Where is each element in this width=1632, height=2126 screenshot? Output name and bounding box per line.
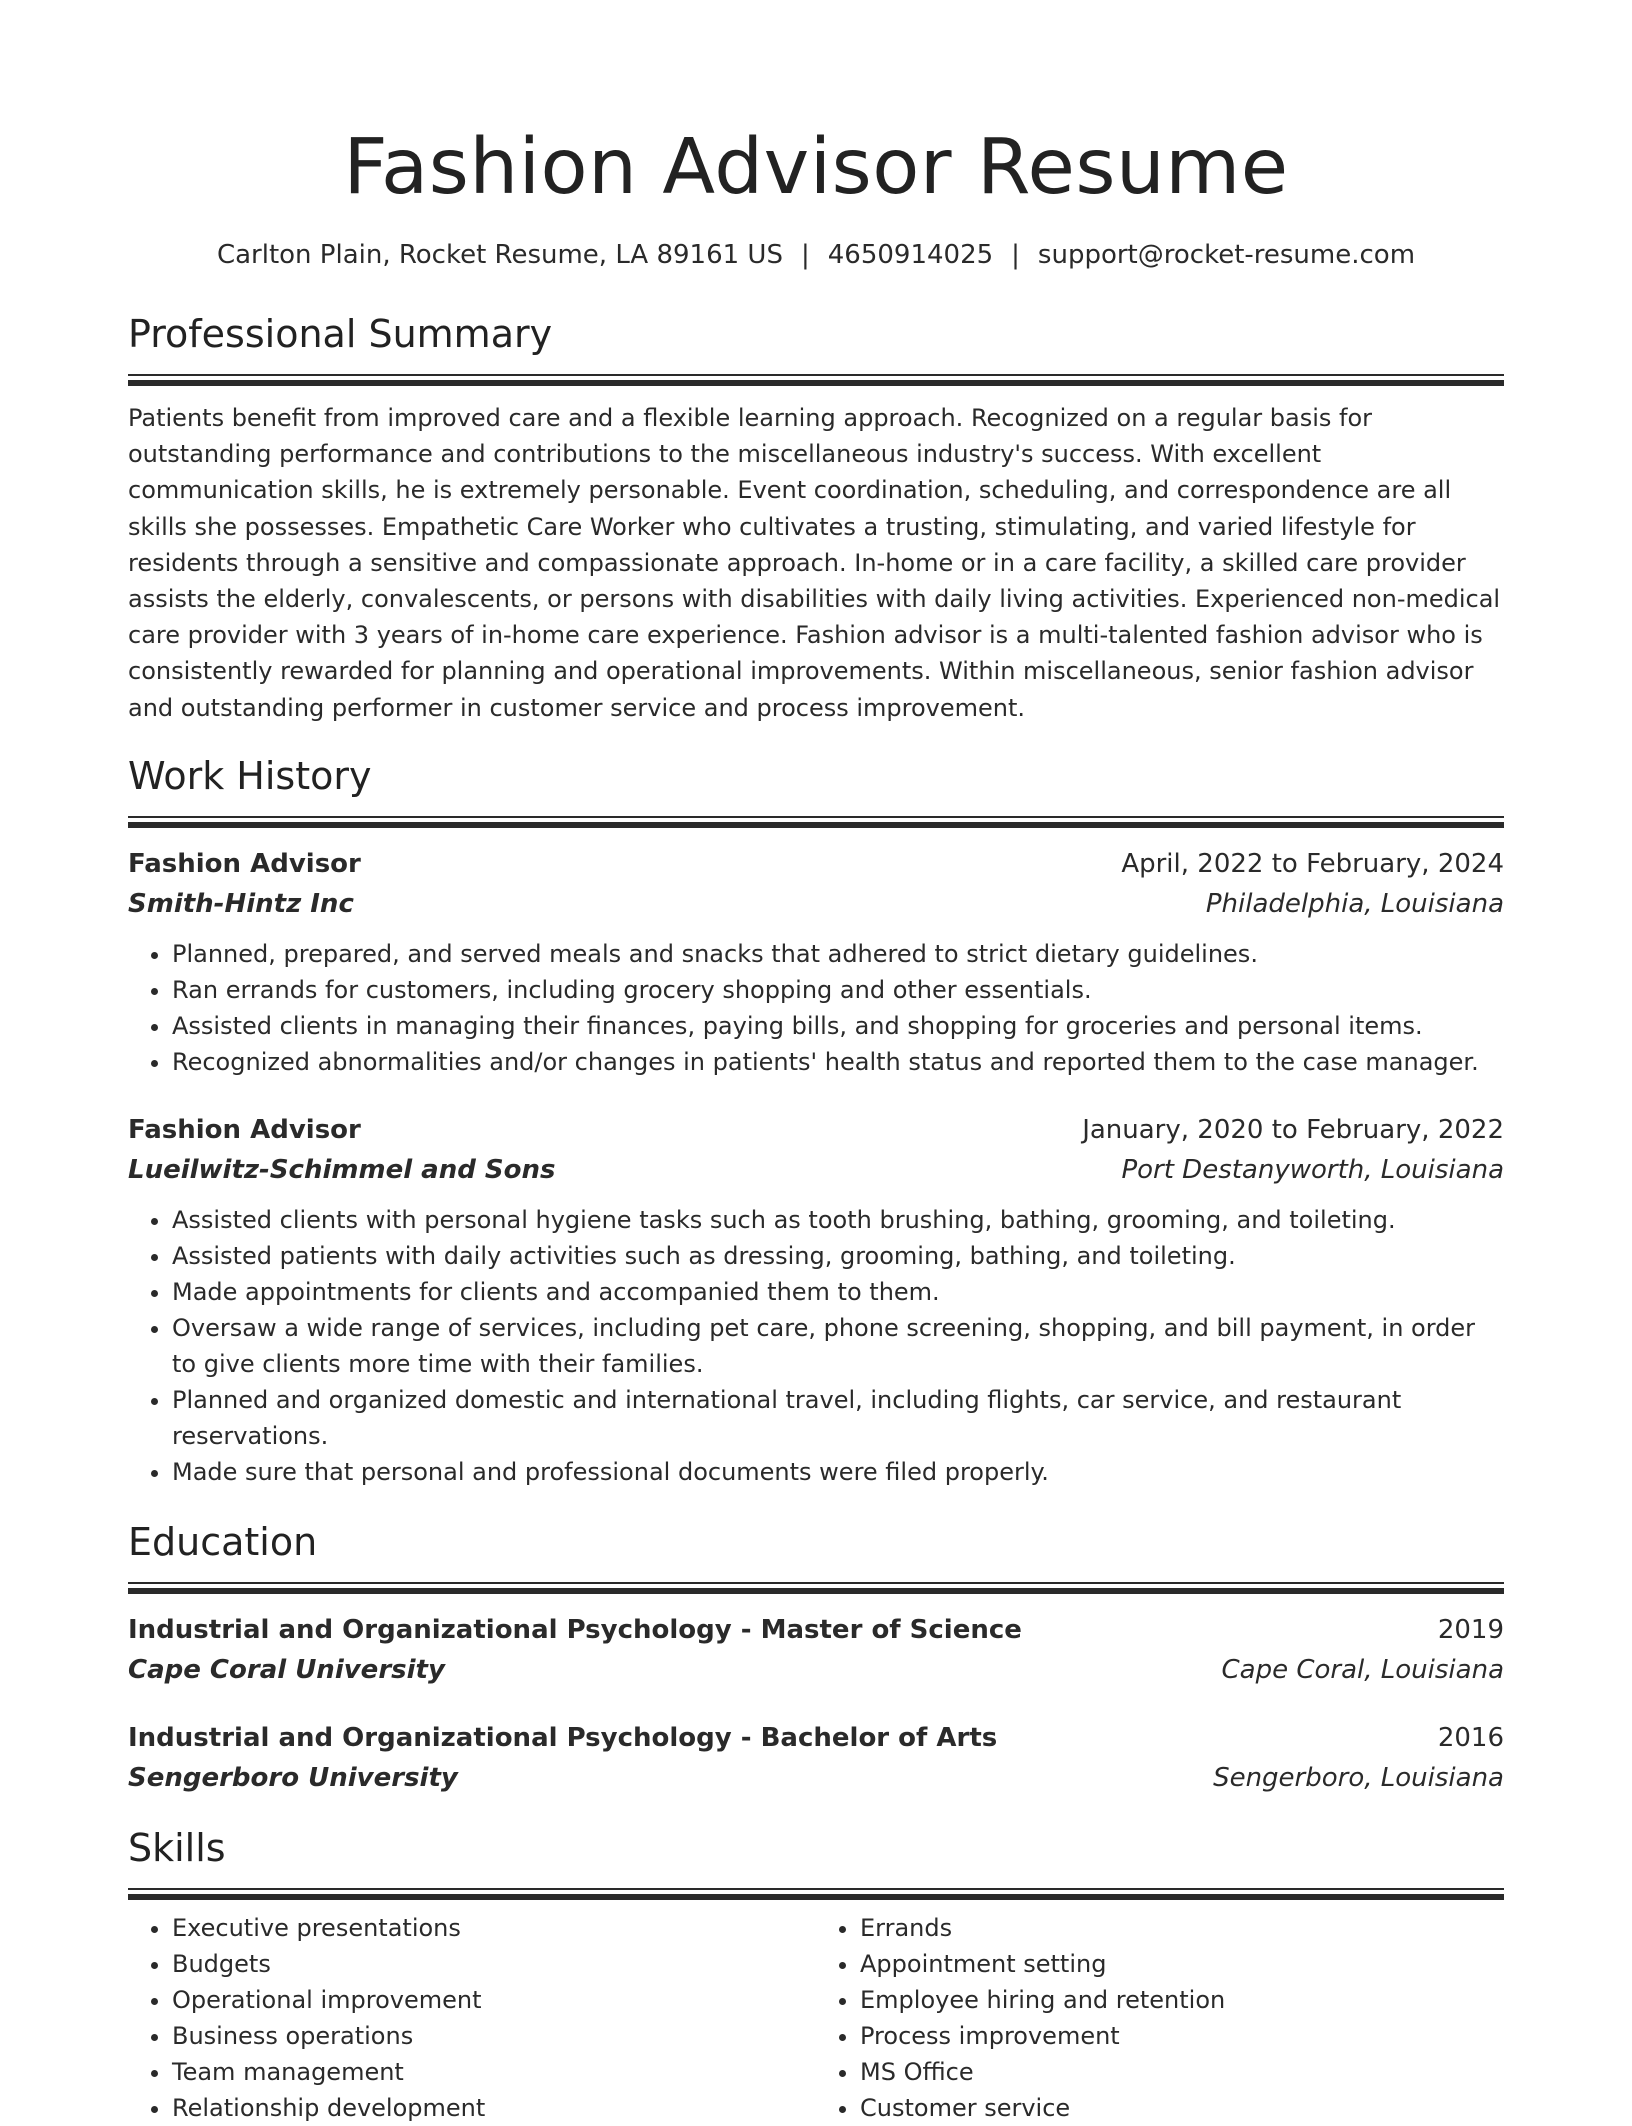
education-entry: [128, 1718, 1504, 1798]
skills-list-left: [128, 1910, 816, 2126]
job-location: Philadelphia, Louisiana: [1205, 888, 1504, 919]
section-divider: [128, 374, 1504, 386]
contact-email: support@rocket-resume.com: [1037, 240, 1416, 270]
section-divider: [128, 1582, 1504, 1594]
contact-line: [128, 238, 1504, 272]
job-company: Smith-Hintz Inc: [128, 888, 354, 919]
skill-item: • Business operations: [172, 2018, 816, 2054]
work-history-section: [128, 752, 1504, 1490]
job-bullet: • Assisted clients with personal hygiene tasks such as tooth brushing, bathing, grooming, and toileting.: [172, 1202, 1504, 1238]
job-bullet: • Assisted patients with daily activities such as dressing, grooming, bathing, and toileting.: [172, 1238, 1504, 1274]
job-subheader: [128, 1150, 1504, 1190]
section-divider: [128, 816, 1504, 828]
education-year: 2019: [1437, 1614, 1504, 1645]
contact-separator: |: [1011, 240, 1020, 270]
summary-text: Patients benefit from improved care and a flexible learning approach. Recognized on a regular basis for outstanding performance and contributions to the miscellaneous industry's success. With excellent communication skills, he is extremely personable. Event coordination, scheduling, and correspondence are all skills she possesses. Empathetic Care Worker who cultivates a trusting, stimulating, and varied lifestyle for residents through a sensitive and compassionate approach. In-home or in a care facility, a skilled care provider assists the elderly, convalescents, or persons with disabilities with daily living activities. Experienced non-medical care provider with 3 years of in-home care experience. Fashion advisor is a multi-talented fashion advisor who is consistently rewarded for planning and operational improvements. Within miscellaneous, senior fashion advisor and outstanding performer in customer service and process improvement.: [128, 404, 1501, 722]
job-header: [128, 844, 1504, 884]
skill-item: • Errands: [860, 1910, 1504, 1946]
contact-address: Carlton Plain, Rocket Resume, LA 89161 US: [216, 240, 783, 270]
summary-section: [128, 310, 1504, 726]
skill-item: • Team management: [172, 2054, 816, 2090]
education-degree: Industrial and Organizational Psychology - Bachelor of Arts: [128, 1722, 998, 1753]
education-location: Sengerboro, Louisiana: [1213, 1762, 1504, 1793]
contact-phone: 4650914025: [827, 240, 994, 270]
job-entry: [128, 844, 1504, 1080]
education-school: Sengerboro University: [128, 1762, 458, 1793]
skills-list-right: [816, 1910, 1504, 2126]
education-subheader: [128, 1758, 1504, 1798]
job-bullet: • Planned and organized domestic and international travel, including flights, car service, and restaurant reservations.: [172, 1382, 1504, 1454]
skill-item: • Process improvement: [860, 2018, 1504, 2054]
job-bullet: • Oversaw a wide range of services, including pet care, phone screening, shopping, and bill payment, in order to give clients more time with their families.: [172, 1310, 1504, 1382]
job-bullet: • Recognized abnormalities and/or changes in patients' health status and reported them to the case manager.: [172, 1044, 1504, 1080]
job-title: Fashion Advisor: [128, 848, 361, 879]
education-subheader: [128, 1650, 1504, 1690]
job-bullet: • Made sure that personal and professional documents were filed properly.: [172, 1454, 1504, 1490]
job-header: [128, 1110, 1504, 1150]
contact-separator: |: [800, 240, 810, 270]
skill-item: • Customer service: [860, 2090, 1504, 2126]
skills-section: [128, 1824, 1504, 2126]
job-bullets: [128, 936, 1504, 1080]
job-bullet: • Ran errands for customers, including grocery shopping and other essentials.: [172, 972, 1504, 1008]
education-section: [128, 1518, 1504, 1798]
job-entry: [128, 1110, 1504, 1490]
job-bullet: • Assisted clients in managing their finances, paying bills, and shopping for groceries and personal items.: [172, 1008, 1504, 1044]
skill-item: • Operational improvement: [172, 1982, 816, 2018]
skill-item: • MS Office: [860, 2054, 1504, 2090]
section-heading: Skills: [128, 1825, 226, 1870]
job-bullets: [128, 1202, 1504, 1490]
job-company: Lueilwitz-Schimmel and Sons: [128, 1154, 556, 1185]
education-entry: [128, 1610, 1504, 1690]
education-location: Cape Coral, Louisiana: [1221, 1654, 1504, 1685]
education-school: Cape Coral University: [128, 1654, 445, 1685]
section-heading: Education: [128, 1519, 318, 1564]
education-header: [128, 1610, 1504, 1650]
skill-item: • Appointment setting: [860, 1946, 1504, 1982]
job-bullet: • Made appointments for clients and accompanied them to them.: [172, 1274, 1504, 1310]
job-dates: January, 2020 to February, 2022: [1082, 1114, 1504, 1145]
skill-item: • Employee hiring and retention: [860, 1982, 1504, 2018]
section-heading: Work History: [128, 753, 372, 798]
skill-item: • Relationship development: [172, 2090, 816, 2126]
section-divider: [128, 1888, 1504, 1900]
education-year: 2016: [1437, 1722, 1504, 1753]
resume-title: Fashion Advisor Resume: [343, 123, 1289, 212]
job-dates: April, 2022 to February, 2024: [1121, 848, 1504, 879]
job-subheader: [128, 884, 1504, 924]
skill-item: • Budgets: [172, 1946, 816, 1982]
job-bullet: • Planned, prepared, and served meals and snacks that adhered to strict dietary guidelines.: [172, 936, 1504, 972]
education-header: [128, 1718, 1504, 1758]
job-location: Port Destanyworth, Louisiana: [1121, 1154, 1504, 1185]
skills-columns: [128, 1900, 1504, 2126]
job-title: Fashion Advisor: [128, 1114, 361, 1145]
section-heading: Professional Summary: [128, 312, 553, 356]
education-degree: Industrial and Organizational Psychology - Master of Science: [128, 1614, 1022, 1645]
skill-item: • Executive presentations: [172, 1910, 816, 1946]
